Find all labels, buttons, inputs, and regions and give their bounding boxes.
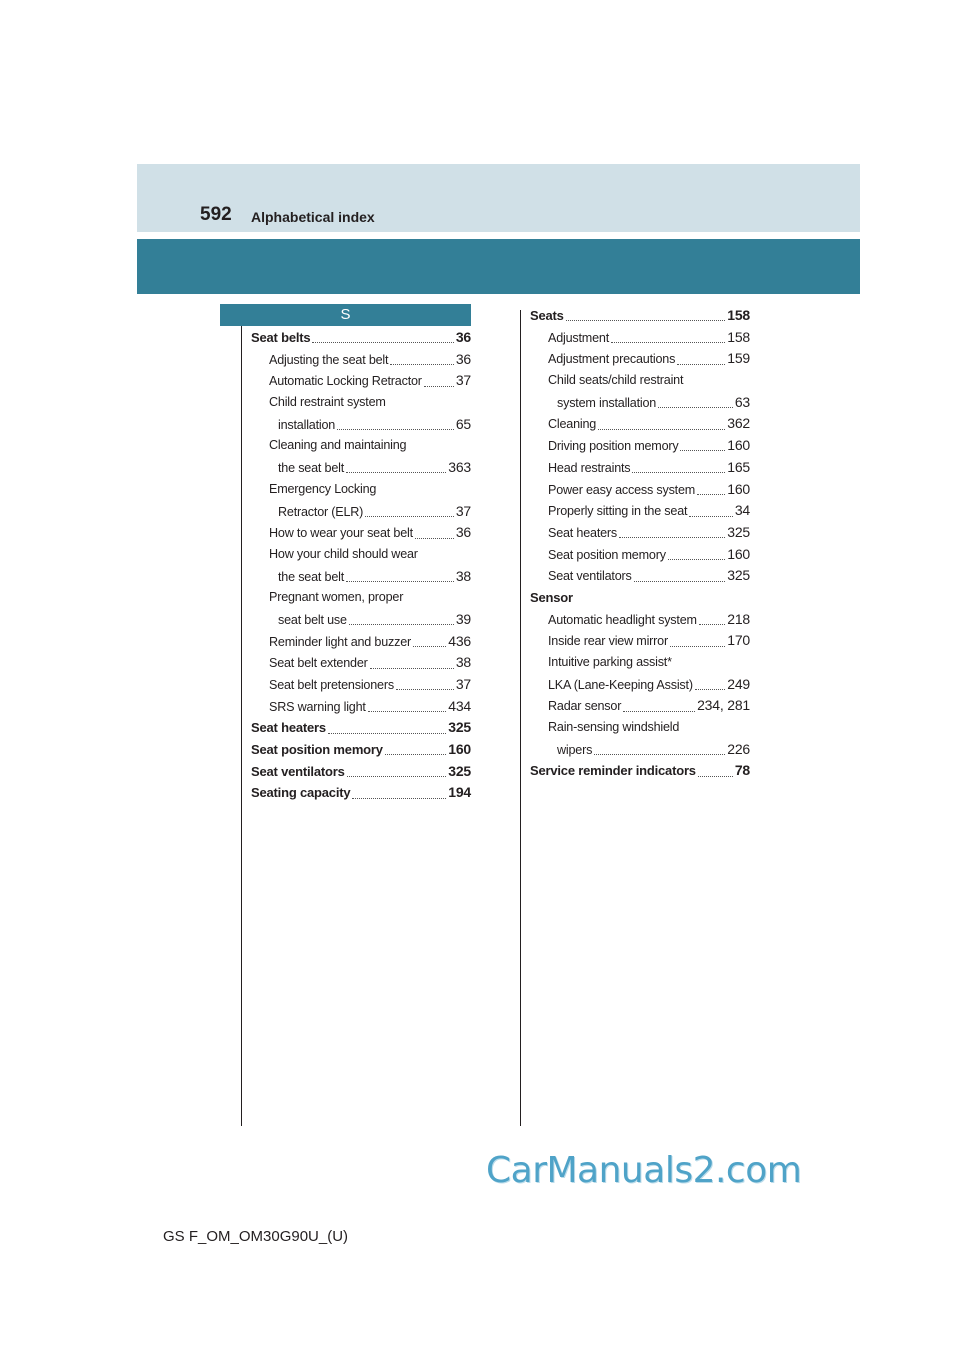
index-entry-label: Head restraints xyxy=(548,460,631,475)
index-entry-page: 65 xyxy=(455,415,471,432)
index-entry-page: 160 xyxy=(727,545,750,562)
index-entry xyxy=(530,609,750,631)
index-entry-page: 36 xyxy=(455,350,471,367)
dot-leader xyxy=(598,429,725,430)
index-entry xyxy=(251,522,471,544)
dot-leader xyxy=(337,429,454,430)
index-entry-label: Pregnant women, proper xyxy=(269,590,404,605)
page-number: 592 xyxy=(200,204,232,225)
dot-leader xyxy=(670,646,725,647)
watermark-logo: CarManuals2.com xyxy=(486,1150,802,1191)
dot-leader xyxy=(365,516,454,517)
index-entry-page: 362 xyxy=(727,415,750,432)
dot-leader xyxy=(698,776,733,777)
index-entry-label: Seat belt pretensioners xyxy=(269,678,394,692)
index-entry xyxy=(251,739,471,761)
index-entry xyxy=(251,544,471,566)
index-entry-label: the seat belt xyxy=(278,461,345,476)
dot-leader xyxy=(680,450,725,451)
index-entry-page: 37 xyxy=(455,502,471,519)
index-entry xyxy=(251,609,471,631)
index-entry xyxy=(251,717,471,739)
index-entry-label: the seat belt xyxy=(278,569,345,584)
index-entry-label: Cleaning xyxy=(548,417,597,432)
dot-leader xyxy=(668,559,725,560)
dot-leader xyxy=(658,407,733,408)
index-entry xyxy=(530,674,750,696)
dot-leader xyxy=(385,754,446,755)
index-entry-page: 36 xyxy=(455,524,471,541)
index-entry-label: Sensor xyxy=(530,589,573,605)
index-entry-page: 325 xyxy=(727,567,750,584)
index-entry-label: Properly sitting in the seat xyxy=(548,504,688,519)
index-entry-page: 436 xyxy=(448,632,471,649)
index-entry-label: How your child should wear xyxy=(269,546,418,561)
dot-leader xyxy=(370,668,454,669)
section-title: Alphabetical index xyxy=(251,209,375,225)
index-entry xyxy=(530,717,750,739)
index-entry-label: Seating capacity xyxy=(251,785,351,801)
index-entry xyxy=(251,652,471,674)
index-entry-page: 165 xyxy=(727,458,750,475)
index-entry-page: 325 xyxy=(448,719,471,736)
index-entry-page: 249 xyxy=(727,675,750,692)
index-entry xyxy=(530,739,750,761)
index-entry xyxy=(530,630,750,652)
index-entry-label: Seat belt extender xyxy=(269,656,368,671)
index-entry xyxy=(530,392,750,414)
dot-leader xyxy=(619,537,725,538)
index-entry-page: 325 xyxy=(448,762,471,779)
index-entry xyxy=(251,392,471,414)
index-entry-page: 158 xyxy=(727,328,750,345)
index-entry-label: Reminder light and buzzer xyxy=(269,634,412,649)
index-entry-page: 234, 281 xyxy=(697,697,750,714)
index-entry-page: 194 xyxy=(448,784,471,801)
index-entry xyxy=(251,327,471,349)
dot-leader xyxy=(396,689,454,690)
index-entry xyxy=(530,327,750,349)
index-entry-label: Seat ventilators xyxy=(548,569,632,584)
header-band xyxy=(137,164,860,232)
index-entry-label: Driving position memory xyxy=(548,439,679,454)
index-letter-heading: S xyxy=(220,304,471,326)
dot-leader xyxy=(328,733,446,734)
dot-leader xyxy=(346,581,454,582)
dot-leader xyxy=(368,711,447,712)
index-entry-label: Adjusting the seat belt xyxy=(269,352,389,367)
index-entry xyxy=(530,522,750,544)
index-entry xyxy=(530,479,750,501)
dot-leader xyxy=(413,646,446,647)
index-entry-label: Adjustment precautions xyxy=(548,352,676,367)
index-entry-label: system installation xyxy=(557,395,657,410)
document-code: GS F_OM_OM30G90U_(U) xyxy=(163,1228,349,1245)
index-entry-label: Service reminder indicators xyxy=(530,763,696,779)
dot-leader xyxy=(634,581,726,582)
index-entry-page: 36 xyxy=(455,329,471,345)
index-entry xyxy=(251,761,471,783)
dot-leader xyxy=(312,342,453,343)
index-entry-label: Power easy access system xyxy=(548,482,696,497)
chapter-band xyxy=(137,239,860,294)
index-entry-label: Seat heaters xyxy=(251,720,326,736)
index-entry-page: 63 xyxy=(734,393,750,410)
index-entry xyxy=(530,500,750,522)
index-entry xyxy=(251,457,471,479)
left-column-rule xyxy=(241,326,242,1126)
index-entry-label: Seat position memory xyxy=(548,547,666,562)
index-entry xyxy=(251,414,471,436)
index-entry-page: 78 xyxy=(734,762,750,779)
index-entry-page: 434 xyxy=(448,697,471,714)
index-entry-label: installation xyxy=(278,417,336,432)
index-entry xyxy=(530,695,750,717)
index-entry-label: Rain-sensing windshield xyxy=(548,720,680,735)
index-entry-label: Child seats/child restraint xyxy=(548,373,684,388)
index-entry-label: Radar sensor xyxy=(548,699,622,714)
index-entry xyxy=(251,587,471,609)
index-entry-label: Cleaning and maintaining xyxy=(269,438,407,453)
dot-leader xyxy=(632,472,725,473)
dot-leader xyxy=(695,689,725,690)
index-entry-page: 325 xyxy=(727,523,750,540)
dot-leader xyxy=(689,516,733,517)
index-entry-page: 160 xyxy=(727,480,750,497)
dot-leader xyxy=(347,776,447,777)
index-entry-label: Emergency Locking xyxy=(269,481,377,496)
index-entry-label: Automatic headlight system xyxy=(548,612,697,627)
index-entry-page: 363 xyxy=(448,459,471,476)
index-entry xyxy=(530,587,750,609)
index-entry-label: Retractor (ELR) xyxy=(278,504,364,519)
index-entry xyxy=(251,631,471,653)
index-entry xyxy=(251,501,471,523)
index-entry-page: 38 xyxy=(455,654,471,671)
index-entry xyxy=(530,652,750,674)
index-entry-label: LKA (Lane-Keeping Assist) xyxy=(548,677,693,692)
dot-leader xyxy=(415,538,454,539)
index-entry-page: 37 xyxy=(455,676,471,692)
index-entry-label: wipers xyxy=(557,742,593,757)
index-entry xyxy=(251,696,471,718)
index-entry xyxy=(530,413,750,435)
dot-leader xyxy=(566,320,726,321)
index-entry xyxy=(251,435,471,457)
index-entry-label: Seat position memory xyxy=(251,742,383,758)
index-entry-page: 37 xyxy=(455,372,471,389)
index-entry xyxy=(251,370,471,392)
index-entry xyxy=(251,782,471,804)
dot-leader xyxy=(352,798,446,799)
index-entry-label: Seats xyxy=(530,308,564,323)
index-entry xyxy=(530,760,750,782)
index-entry-label: How to wear your seat belt xyxy=(269,526,413,541)
index-entry xyxy=(251,674,471,696)
dot-leader xyxy=(390,364,453,365)
index-entry xyxy=(530,565,750,587)
index-entry-label: seat belt use xyxy=(278,612,347,627)
index-entry-page: 160 xyxy=(727,437,750,454)
dot-leader xyxy=(611,342,725,343)
index-entry-page: 226 xyxy=(727,740,750,757)
dot-leader xyxy=(677,364,725,365)
index-entry-label: SRS warning light xyxy=(269,699,366,714)
dot-leader xyxy=(346,472,446,473)
index-entry-page: 170 xyxy=(727,632,750,649)
index-entry-label: Seat belts xyxy=(251,330,311,345)
index-entry xyxy=(530,544,750,566)
index-entry-page: 160 xyxy=(448,741,471,758)
index-entry xyxy=(530,348,750,370)
index-entry-page: 39 xyxy=(455,610,471,627)
dot-leader xyxy=(697,494,725,495)
index-entry-page: 158 xyxy=(727,307,750,323)
index-entry-label: Automatic Locking Retractor xyxy=(269,374,422,389)
index-entry-page: 218 xyxy=(727,610,750,627)
dot-leader xyxy=(349,624,454,625)
left-index-column xyxy=(251,327,471,804)
index-entry xyxy=(251,479,471,501)
dot-leader xyxy=(424,386,454,387)
index-entry xyxy=(530,305,750,327)
dot-leader xyxy=(623,711,695,712)
right-index-column xyxy=(530,305,750,782)
index-entry-label: Seat heaters xyxy=(548,525,618,540)
index-entry-page: 159 xyxy=(727,350,750,367)
right-column-rule xyxy=(520,310,521,1126)
index-entry-page: 34 xyxy=(734,502,750,519)
index-entry-label: Adjustment xyxy=(548,330,609,345)
index-entry-label: Intuitive parking assist* xyxy=(548,655,672,669)
index-entry xyxy=(530,457,750,479)
dot-leader xyxy=(594,754,725,755)
index-entry xyxy=(251,566,471,588)
index-entry-label: Child restraint system xyxy=(269,395,386,410)
index-entry-page: 38 xyxy=(455,567,471,584)
dot-leader xyxy=(699,624,725,625)
index-entry xyxy=(251,349,471,371)
index-entry xyxy=(530,435,750,457)
index-entry xyxy=(530,370,750,392)
index-entry-label: Inside rear view mirror xyxy=(548,634,668,649)
index-entry-label: Seat ventilators xyxy=(251,763,345,779)
